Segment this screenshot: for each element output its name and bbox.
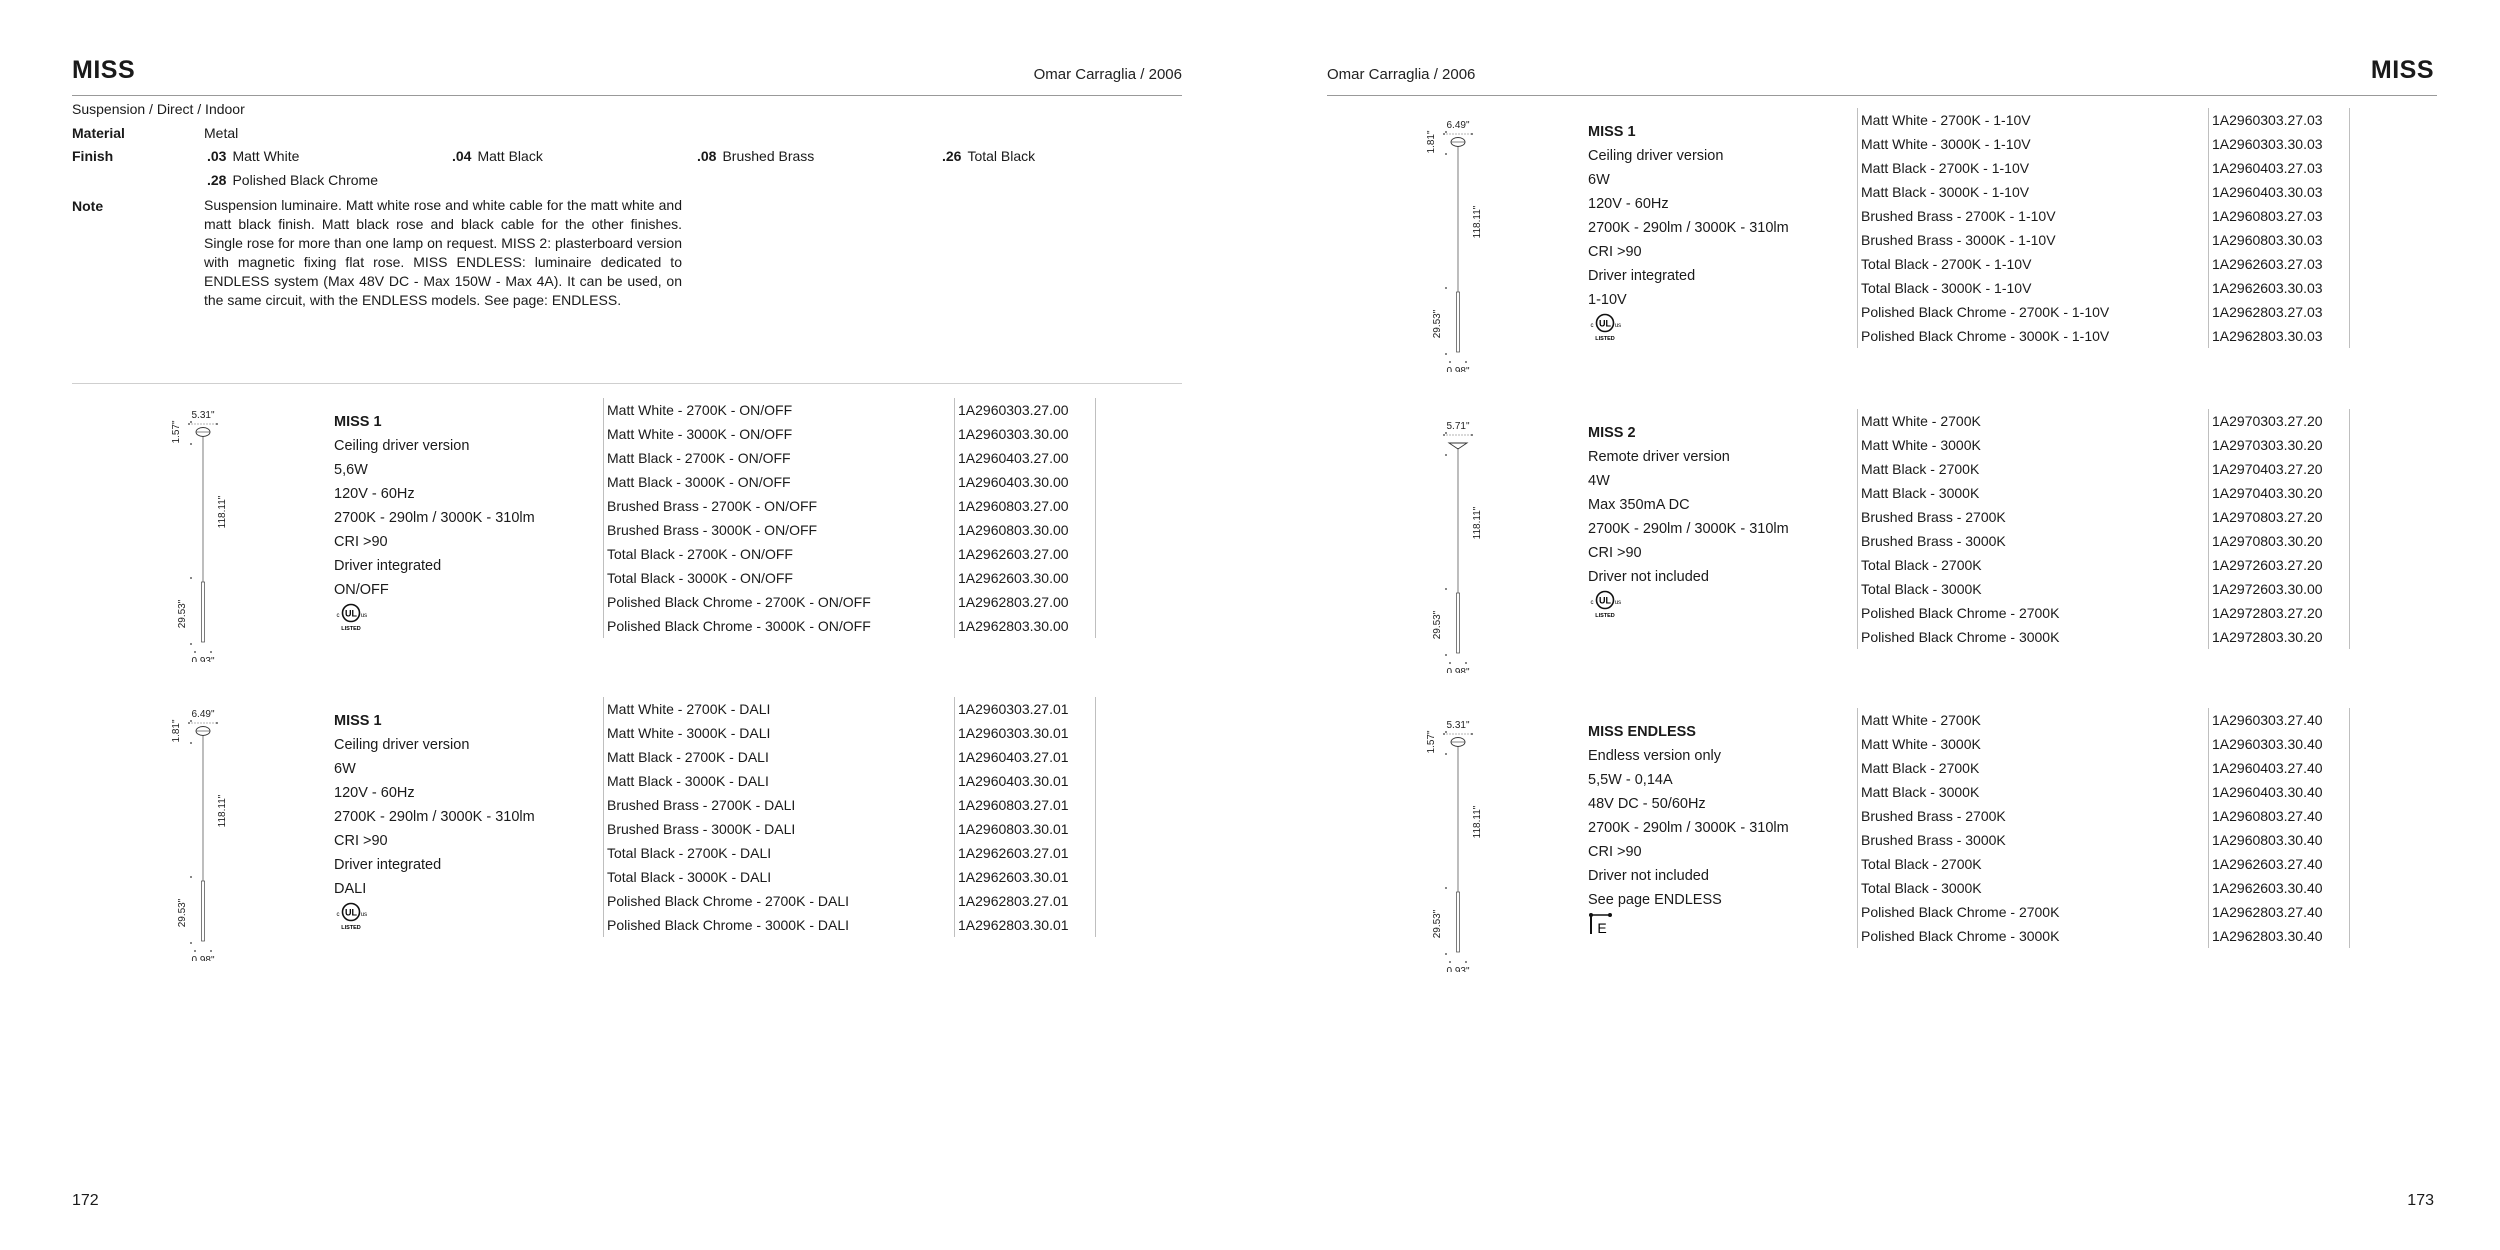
dim-body-length: 29.53": [1432, 610, 1443, 640]
finish-item: .08 Brushed Brass: [697, 148, 815, 164]
table-row: [604, 721, 1096, 745]
table-row: [604, 769, 1096, 793]
note-text: Suspension luminaire. Matt white rose and white cable for the matt white and matt black finish. Matt black rose and black cable for the other finishes. Single rose for more than one lamp on request. MISS 2: plasterboard version with magnetic fixing flat rose. MISS ENDLESS: luminaire dedicated to ENDLESS system (Max 48V DC - Max 150W - Max 4A). It can be used, on the same circuit, with the ENDLESS models. See page: ENDLESS.: [204, 197, 682, 308]
product-name: MISS 1: [1588, 124, 1636, 140]
variant-description: Matt Black - 3000K - ON/OFF: [604, 470, 955, 494]
article-code: 1A2972803.27.20: [2209, 601, 2350, 625]
article-code: 1A2960803.30.01: [955, 817, 1096, 841]
svg-text:c: c: [336, 912, 340, 918]
variant-description: Matt Black - 3000K - DALI: [604, 769, 955, 793]
table-row: [604, 889, 1096, 913]
article-code: 1A2962603.27.03: [2209, 252, 2350, 276]
spec-line: Driver integrated: [334, 558, 442, 574]
table-row: [1858, 529, 2350, 553]
product-drawing: [170, 402, 260, 667]
article-code: 1A2970403.30.20: [2209, 481, 2350, 505]
svg-text:c: c: [1590, 600, 1594, 606]
spec-line: Ceiling driver version: [1588, 148, 1724, 164]
article-code: 1A2960303.30.01: [955, 721, 1096, 745]
note-label: Note: [72, 198, 104, 214]
article-code: 1A2960803.27.40: [2209, 804, 2350, 828]
variant-description: Polished Black Chrome - 3000K - ON/OFF: [604, 614, 955, 638]
table-row: [1858, 852, 2350, 876]
variant-description: Total Black - 2700K: [1858, 852, 2209, 876]
dim-rose-height: 1.57": [171, 420, 182, 444]
dim-diameter: 0.93": [1446, 966, 1470, 972]
article-code: 1A2960803.27.00: [955, 494, 1096, 518]
variant-description: Brushed Brass - 2700K: [1858, 804, 2209, 828]
product-specs: [334, 410, 535, 632]
table-row: [1858, 108, 2350, 132]
pendant-dimension-drawing: [1425, 413, 1515, 673]
table-row: [604, 590, 1096, 614]
table-row: [604, 542, 1096, 566]
variant-description: Matt Black - 3000K - 1-10V: [1858, 180, 2209, 204]
variant-table: [1857, 409, 2350, 649]
variant-table: [1857, 108, 2350, 348]
article-code: 1A2960303.27.00: [955, 398, 1096, 422]
article-code: 1A2972603.30.00: [2209, 577, 2350, 601]
header-rule-left: [72, 95, 1182, 96]
article-code: 1A2962803.27.40: [2209, 900, 2350, 924]
dim-cable-length: 118.11": [1472, 506, 1483, 540]
variant-description: Polished Black Chrome - 3000K: [1858, 924, 2209, 948]
article-code: 1A2962803.30.40: [2209, 924, 2350, 948]
table-row: [604, 494, 1096, 518]
article-code: 1A2960403.30.40: [2209, 780, 2350, 804]
spec-line: Driver not included: [1588, 569, 1709, 585]
variant-description: Matt Black - 3000K: [1858, 481, 2209, 505]
table-row: [1858, 708, 2350, 732]
table-row: [1858, 324, 2350, 348]
spec-line: 120V - 60Hz: [1588, 196, 1669, 212]
spec-line: Ceiling driver version: [334, 737, 470, 753]
article-code: 1A2960803.27.01: [955, 793, 1096, 817]
spec-line: CRI >90: [1588, 545, 1642, 561]
dim-cable-length: 118.11": [217, 794, 228, 828]
table-row: [1858, 156, 2350, 180]
variant-description: Polished Black Chrome - 3000K - DALI: [604, 913, 955, 937]
table-row: [1858, 481, 2350, 505]
svg-text:us: us: [360, 912, 368, 918]
article-code: 1A2960303.27.40: [2209, 708, 2350, 732]
variant-description: Polished Black Chrome - 2700K: [1858, 601, 2209, 625]
svg-text:us: us: [360, 613, 368, 619]
spec-line: Endless version only: [1588, 748, 1721, 764]
dim-cable-length: 118.11": [217, 495, 228, 529]
finish-item: .04 Matt Black: [452, 148, 543, 164]
article-code: 1A2960803.27.03: [2209, 204, 2350, 228]
article-code: 1A2962803.30.00: [955, 614, 1096, 638]
endless-icon: [1588, 912, 1614, 936]
table-row: [1858, 900, 2350, 924]
variant-description: Brushed Brass - 2700K - ON/OFF: [604, 494, 955, 518]
finish-item: .26 Total Black: [942, 148, 1036, 164]
spec-line: 120V - 60Hz: [334, 486, 415, 502]
table-row: [604, 865, 1096, 889]
variant-description: Brushed Brass - 2700K - 1-10V: [1858, 204, 2209, 228]
spec-line: Driver integrated: [1588, 268, 1696, 284]
dim-rose-height: 1.57": [1426, 730, 1437, 754]
dim-cable-length: 118.11": [1472, 205, 1483, 239]
svg-text:c: c: [336, 613, 340, 619]
designer-left: Omar Carraglia / 2006: [1033, 66, 1182, 83]
article-code: 1A2960303.27.01: [955, 697, 1096, 721]
variant-description: Matt White - 2700K - ON/OFF: [604, 398, 955, 422]
table-row: [1858, 804, 2350, 828]
dim-rose-height: 1.81": [1426, 130, 1437, 154]
variant-description: Total Black - 2700K - ON/OFF: [604, 542, 955, 566]
spec-line: Remote driver version: [1588, 449, 1730, 465]
ul-listed-icon: [1588, 589, 1622, 619]
table-row: [604, 745, 1096, 769]
article-code: 1A2962603.30.01: [955, 865, 1096, 889]
product-specs: [334, 709, 535, 931]
variant-description: Brushed Brass - 3000K: [1858, 529, 2209, 553]
article-code: 1A2962803.30.03: [2209, 324, 2350, 348]
variant-description: Matt White - 3000K - 1-10V: [1858, 132, 2209, 156]
variant-description: Brushed Brass - 3000K - 1-10V: [1858, 228, 2209, 252]
variant-description: Polished Black Chrome - 3000K: [1858, 625, 2209, 649]
variant-description: Matt Black - 3000K: [1858, 780, 2209, 804]
table-row: [1858, 409, 2350, 433]
table-row: [604, 422, 1096, 446]
ul-listed-icon: [334, 602, 368, 632]
table-row: [1858, 577, 2350, 601]
spec-line: CRI >90: [334, 833, 388, 849]
spec-line: 5,5W - 0,14A: [1588, 772, 1673, 788]
spec-line: 2700K - 290lm / 3000K - 310lm: [1588, 521, 1789, 537]
svg-text:UL: UL: [345, 907, 357, 918]
variant-description: Total Black - 3000K: [1858, 876, 2209, 900]
variant-description: Polished Black Chrome - 2700K - DALI: [604, 889, 955, 913]
dim-diameter: 0.98": [1446, 667, 1470, 673]
section-divider: [72, 383, 1182, 384]
svg-text:LISTED: LISTED: [341, 626, 361, 632]
variant-description: Matt White - 3000K: [1858, 433, 2209, 457]
table-row: [1858, 732, 2350, 756]
variant-description: Total Black - 3000K - DALI: [604, 865, 955, 889]
dim-body-length: 29.53": [177, 599, 188, 629]
spec-line: 2700K - 290lm / 3000K - 310lm: [334, 809, 535, 825]
article-code: 1A2962803.30.01: [955, 913, 1096, 937]
finish-item: .03 Matt White: [207, 148, 300, 164]
table-row: [1858, 300, 2350, 324]
table-row: [604, 470, 1096, 494]
table-row: [1858, 204, 2350, 228]
variant-description: Matt Black - 2700K: [1858, 756, 2209, 780]
spec-line: Max 350mA DC: [1588, 497, 1690, 513]
variant-table: [603, 398, 1096, 638]
variant-description: Total Black - 2700K - DALI: [604, 841, 955, 865]
product-drawing: [1425, 413, 1515, 678]
article-code: 1A2972603.27.20: [2209, 553, 2350, 577]
table-row: [1858, 828, 2350, 852]
product-specs: [1588, 421, 1789, 619]
article-code: 1A2962803.27.03: [2209, 300, 2350, 324]
spec-line: 120V - 60Hz: [334, 785, 415, 801]
dim-diameter: 0.98": [1446, 366, 1470, 372]
article-code: 1A2970803.27.20: [2209, 505, 2350, 529]
article-code: 1A2960403.30.00: [955, 470, 1096, 494]
dim-body-length: 29.53": [177, 898, 188, 928]
pendant-dimension-drawing: [1425, 112, 1515, 372]
article-code: 1A2962603.27.40: [2209, 852, 2350, 876]
dim-rose-width: 5.31": [191, 410, 215, 421]
article-code: 1A2960803.30.03: [2209, 228, 2350, 252]
table-row: [604, 817, 1096, 841]
finish-label: Finish: [72, 148, 114, 164]
table-row: [1858, 756, 2350, 780]
pendant-dimension-drawing: [1425, 712, 1515, 972]
spec-line: 6W: [1588, 172, 1610, 188]
spec-line: DALI: [334, 881, 367, 897]
article-code: 1A2972803.30.20: [2209, 625, 2350, 649]
spec-line: See page ENDLESS: [1588, 892, 1722, 908]
page-number-left: 172: [72, 1192, 99, 1209]
dim-rose-width: 6.49": [1446, 120, 1470, 131]
table-row: [1858, 180, 2350, 204]
article-code: 1A2960403.30.01: [955, 769, 1096, 793]
pendant-dimension-drawing: [170, 701, 260, 961]
dim-rose-height: 1.81": [171, 719, 182, 743]
spec-line: 48V DC - 50/60Hz: [1588, 796, 1706, 812]
table-row: [1858, 601, 2350, 625]
svg-text:LISTED: LISTED: [1595, 613, 1615, 619]
variant-description: Total Black - 3000K - 1-10V: [1858, 276, 2209, 300]
spec-line: CRI >90: [1588, 244, 1642, 260]
table-row: [604, 841, 1096, 865]
table-row: [604, 398, 1096, 422]
product-specs: [1588, 120, 1789, 342]
brand-title-right: MISS: [2370, 56, 2434, 84]
variant-description: Matt White - 3000K: [1858, 732, 2209, 756]
article-code: 1A2960403.27.00: [955, 446, 1096, 470]
table-row: [604, 614, 1096, 638]
product-drawing: [1425, 712, 1515, 977]
certification-badges: [1588, 312, 1789, 342]
product-drawing: [1425, 112, 1515, 377]
spec-line: CRI >90: [334, 534, 388, 550]
variant-description: Matt White - 3000K - ON/OFF: [604, 422, 955, 446]
article-code: 1A2962603.30.00: [955, 566, 1096, 590]
variant-description: Brushed Brass - 3000K - ON/OFF: [604, 518, 955, 542]
table-row: [604, 697, 1096, 721]
variant-description: Matt White - 2700K: [1858, 708, 2209, 732]
spec-line: Driver integrated: [334, 857, 442, 873]
ul-listed-icon: [1588, 312, 1622, 342]
variant-description: Total Black - 3000K: [1858, 577, 2209, 601]
table-row: [1858, 780, 2350, 804]
variant-description: Matt White - 2700K - 1-10V: [1858, 108, 2209, 132]
table-row: [604, 913, 1096, 937]
table-row: [604, 793, 1096, 817]
product-name: MISS ENDLESS: [1588, 724, 1696, 740]
variant-description: Polished Black Chrome - 2700K: [1858, 900, 2209, 924]
spec-line: 4W: [1588, 473, 1610, 489]
certification-badges: [1588, 912, 1789, 936]
certification-badges: [1588, 589, 1789, 619]
table-row: [1858, 132, 2350, 156]
article-code: 1A2970303.27.20: [2209, 409, 2350, 433]
table-row: [604, 446, 1096, 470]
variant-description: Polished Black Chrome - 3000K - 1-10V: [1858, 324, 2209, 348]
product-type: Suspension / Direct / Indoor: [72, 101, 245, 117]
table-row: [1858, 457, 2350, 481]
spec-line: 6W: [334, 761, 356, 777]
article-code: 1A2960403.30.03: [2209, 180, 2350, 204]
variant-description: Matt Black - 2700K: [1858, 457, 2209, 481]
dim-rose-width: 5.71": [1446, 421, 1470, 432]
article-code: 1A2960303.27.03: [2209, 108, 2350, 132]
ul-listed-icon: [334, 901, 368, 931]
svg-text:UL: UL: [345, 608, 357, 619]
table-row: [1858, 625, 2350, 649]
article-code: 1A2962603.27.01: [955, 841, 1096, 865]
page-number-right: 173: [2407, 1192, 2434, 1209]
article-code: 1A2960403.27.01: [955, 745, 1096, 769]
certification-badges: [334, 901, 535, 931]
variant-description: Total Black - 2700K: [1858, 553, 2209, 577]
table-row: [1858, 505, 2350, 529]
dim-diameter: 0.93": [191, 656, 215, 662]
variant-description: Brushed Brass - 3000K - DALI: [604, 817, 955, 841]
article-code: 1A2960303.30.00: [955, 422, 1096, 446]
variant-description: Matt Black - 2700K - 1-10V: [1858, 156, 2209, 180]
svg-text:us: us: [1614, 323, 1622, 329]
spec-line: 2700K - 290lm / 3000K - 310lm: [1588, 220, 1789, 236]
product-drawing: [170, 701, 260, 966]
variant-table: [1857, 708, 2350, 948]
product-name: MISS 2: [1588, 425, 1636, 441]
product-name: MISS 1: [334, 414, 382, 430]
material-label: Material: [72, 125, 125, 141]
svg-text:UL: UL: [1599, 595, 1611, 606]
article-code: 1A2960303.30.03: [2209, 132, 2350, 156]
spec-line: 2700K - 290lm / 3000K - 310lm: [1588, 820, 1789, 836]
variant-description: Matt White - 3000K - DALI: [604, 721, 955, 745]
dim-rose-width: 6.49": [191, 709, 215, 720]
material-value: Metal: [204, 125, 239, 141]
article-code: 1A2962603.27.00: [955, 542, 1096, 566]
svg-text:us: us: [1614, 600, 1622, 606]
variant-description: Total Black - 2700K - 1-10V: [1858, 252, 2209, 276]
brand-title-left: MISS: [72, 56, 136, 84]
svg-text:E: E: [1597, 920, 1607, 936]
variant-description: Brushed Brass - 2700K - DALI: [604, 793, 955, 817]
spec-line: ON/OFF: [334, 582, 389, 598]
spec-line: 1-10V: [1588, 292, 1627, 308]
dim-rose-width: 5.31": [1446, 720, 1470, 731]
finish-item: .28 Polished Black Chrome: [207, 172, 378, 188]
article-code: 1A2960403.27.03: [2209, 156, 2350, 180]
variant-description: Matt White - 2700K: [1858, 409, 2209, 433]
article-code: 1A2960403.27.40: [2209, 756, 2350, 780]
article-code: 1A2970303.30.20: [2209, 433, 2350, 457]
article-code: 1A2962603.30.40: [2209, 876, 2350, 900]
table-row: [604, 518, 1096, 542]
dim-body-length: 29.53": [1432, 909, 1443, 939]
variant-description: Brushed Brass - 2700K: [1858, 505, 2209, 529]
variant-table: [603, 697, 1096, 937]
article-code: 1A2962803.27.00: [955, 590, 1096, 614]
dim-body-length: 29.53": [1432, 309, 1443, 339]
variant-description: Matt Black - 2700K - ON/OFF: [604, 446, 955, 470]
spec-line: Driver not included: [1588, 868, 1709, 884]
header-rule-right: [1327, 95, 2437, 96]
spec-line: CRI >90: [1588, 844, 1642, 860]
svg-text:LISTED: LISTED: [341, 925, 361, 931]
spec-line: 2700K - 290lm / 3000K - 310lm: [334, 510, 535, 526]
variant-description: Matt White - 2700K - DALI: [604, 697, 955, 721]
article-code: 1A2960303.30.40: [2209, 732, 2350, 756]
table-row: [1858, 924, 2350, 948]
svg-text:UL: UL: [1599, 318, 1611, 329]
article-code: 1A2970403.27.20: [2209, 457, 2350, 481]
article-code: 1A2962603.30.03: [2209, 276, 2350, 300]
designer-right: Omar Carraglia / 2006: [1327, 66, 1476, 83]
table-row: [604, 566, 1096, 590]
dim-diameter: 0.98": [191, 955, 215, 961]
article-code: 1A2962803.27.01: [955, 889, 1096, 913]
article-code: 1A2960803.30.00: [955, 518, 1096, 542]
certification-badges: [334, 602, 535, 632]
variant-description: Polished Black Chrome - 2700K - 1-10V: [1858, 300, 2209, 324]
article-code: 1A2970803.30.20: [2209, 529, 2350, 553]
table-row: [1858, 228, 2350, 252]
svg-text:c: c: [1590, 323, 1594, 329]
table-row: [1858, 553, 2350, 577]
table-row: [1858, 876, 2350, 900]
variant-description: Brushed Brass - 3000K: [1858, 828, 2209, 852]
variant-description: Total Black - 3000K - ON/OFF: [604, 566, 955, 590]
product-name: MISS 1: [334, 713, 382, 729]
product-specs: [1588, 720, 1789, 936]
pendant-dimension-drawing: [170, 402, 260, 662]
variant-description: Matt Black - 2700K - DALI: [604, 745, 955, 769]
article-code: 1A2960803.30.40: [2209, 828, 2350, 852]
table-row: [1858, 276, 2350, 300]
spec-line: Ceiling driver version: [334, 438, 470, 454]
spec-line: 5,6W: [334, 462, 368, 478]
svg-text:LISTED: LISTED: [1595, 336, 1615, 342]
dim-cable-length: 118.11": [1472, 805, 1483, 839]
table-row: [1858, 252, 2350, 276]
variant-description: Polished Black Chrome - 2700K - ON/OFF: [604, 590, 955, 614]
table-row: [1858, 433, 2350, 457]
